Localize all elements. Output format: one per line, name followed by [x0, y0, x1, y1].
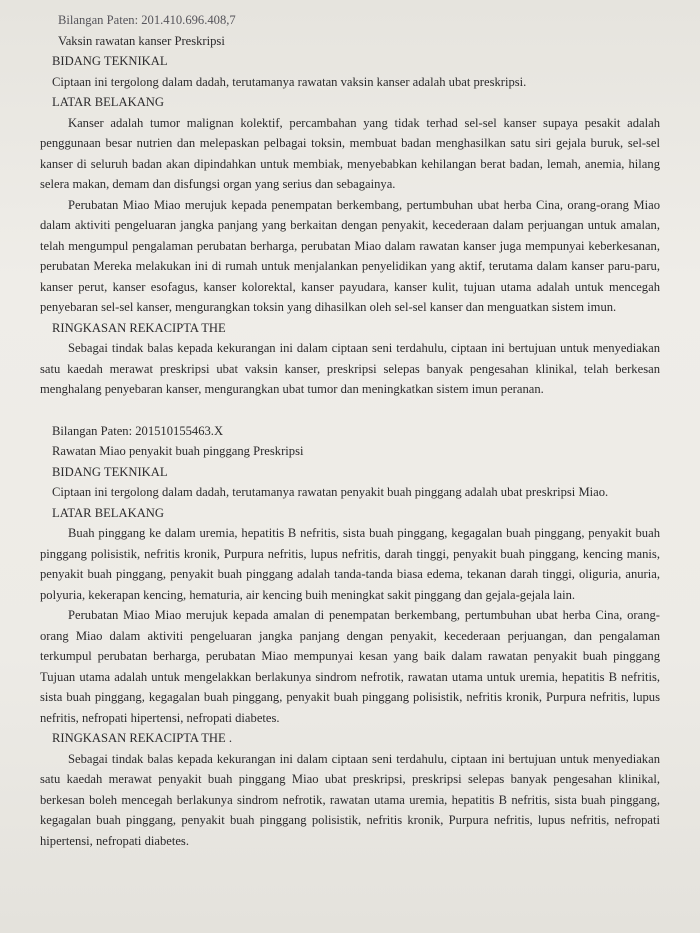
summary-heading: RINGKASAN REKACIPTA THE .	[52, 731, 232, 745]
patent-title: Rawatan Miao penyakit buah pinggang Preskripsi	[52, 444, 304, 458]
summary-paragraph: Sebagai tindak balas kepada kekurangan ini dalam ciptaan seni terdahulu, ciptaan ini bertujuan untuk menyediakan satu kaedah merawat preskripsi ubat vaksin kanser, preskripsi selepas banyak pengesahan klinikal, telah berkesan menghalang penyebaran kanser, mengurangkan ubat tumor dan meningkatkan sistem imun peranan.	[40, 341, 660, 396]
summary-paragraph: Sebagai tindak balas kepada kekurangan ini dalam ciptaan seni terdahulu, ciptaan ini bertujuan untuk menyediakan satu kaedah merawat penyakit buah pinggang Miao ubat preskripsi, preskripsi selepas banyak pengesahan klinikal, berkesan boleh mencegah berlakunya sindrom nefrotik, rawatan utama uremia, hepatitis B nefritis, sista buah pinggang, kegagalan buah pinggang, penyakit buah pinggang polisistik, nefritis kronik, Purpura nefritis, lupus nefritis, nefropati hipertensi, nefropati diabetes.	[40, 751, 660, 848]
background-paragraph: Buah pinggang ke dalam uremia, hepatitis B nefritis, sista buah pinggang, kegagalan buah pinggang, penyakit buah pinggang polisistik, nefritis kronik, Purpura nefritis, lupus nefritis, darah tinggi, penyakit buah pinggang, kencing manis, penyakit buah pinggang, penyakit buah pinggang adalah tanda-tanda biasa edema, tekanan darah tinggi, oliguria, anuria, polyuria, kekerapan kencing, hematuria, air kencing buih meningkat sakit pinggang dan gejala-gejala lain.	[40, 526, 660, 602]
technical-field-heading: BIDANG TEKNIKAL	[52, 54, 168, 68]
background-paragraph: Kanser adalah tumor malignan kolektif, percambahan yang tidak terhad sel-sel kanser supaya pesakit adalah penggunaan besar nutrien dan melepaskan pelbagai toksin, membuat badan menghasilkan satu siri gejala buruk, sel-sel kanser di seluruh badan akan dipindahkan untuk membiak, menyebabkan kehilangan berat badan, lemah, anemia, hilang selera makan, demam dan disfungsi organ yang serius dan sebagainya.	[40, 115, 660, 191]
section-divider-space	[40, 400, 660, 421]
background-paragraph: Perubatan Miao Miao merujuk kepada amalan di penempatan berkembang, pertumbuhan ubat herba Cina, orang-orang Miao dalam aktiviti pengeluaran jangka panjang dengan penyakit, kecederaan perjuangan, dan pengalaman terkumpul perubatan berharga, perubatan Miao mempunyai kesan yang baik dalam rawatan penyakit buah pinggang Tujuan utama adalah untuk mengelakkan berlakunya sindrom nefrotik, rawatan utama untuk uremia, hepatitis B nefritis, sista buah pinggang, kegagalan buah pinggang, penyakit buah pinggang polisistik, nefritis kronik, Purpura nefritis, lupus nefritis, nefropati hipertensi, nefropati diabetes.	[40, 608, 660, 725]
patent-number: Bilangan Paten: 201510155463.X	[52, 423, 224, 438]
background-heading: LATAR BELAKANG	[52, 95, 164, 109]
technical-field-text: Ciptaan ini tergolong dalam dadah, terutamanya rawatan penyakit buah pinggang adalah ubat preskripsi Miao.	[52, 485, 609, 499]
patent-section-2	[40, 421, 660, 852]
technical-field-heading: BIDANG TEKNIKAL	[52, 464, 168, 479]
summary-heading: RINGKASAN REKACIPTA THE	[52, 320, 226, 335]
technical-field-text: Ciptaan ini tergolong dalam dadah, terutamanya rawatan vaksin kanser adalah ubat preskripsi.	[52, 74, 527, 89]
background-heading: LATAR BELAKANG	[52, 505, 164, 520]
background-paragraph: Perubatan Miao Miao merujuk kepada penempatan berkembang, pertumbuhan ubat herba Cina, orang-orang Miao dalam aktiviti pengeluaran jangka panjang yang berkaitan dengan penyakit, kecederaan dalam perjuangan untuk amalan, telah mengumpul pengalaman perubatan berharga, perubatan Miao dalam rawatan kanser juga mempunyai keberkesanan, perubatan Mereka melakukan ini di rumah untuk menjalankan penyelidikan yang aktif, terutama dalam kanser paru-paru, kanser perut, kanser esofagus, kanser kolorektal, kanser payudara, kanser kulit, tujuan utama adalah untuk mencegah penyebaran sel-sel kanser, mengurangkan toksin yang dihasilkan oleh sel-sel kanser dan menguatkan sistem imun.	[40, 197, 660, 314]
patent-section-1	[40, 10, 660, 400]
patent-title: Vaksin rawatan kanser Preskripsi	[58, 33, 225, 48]
patent-number: Bilangan Paten: 201.410.696.408,7	[58, 13, 236, 27]
